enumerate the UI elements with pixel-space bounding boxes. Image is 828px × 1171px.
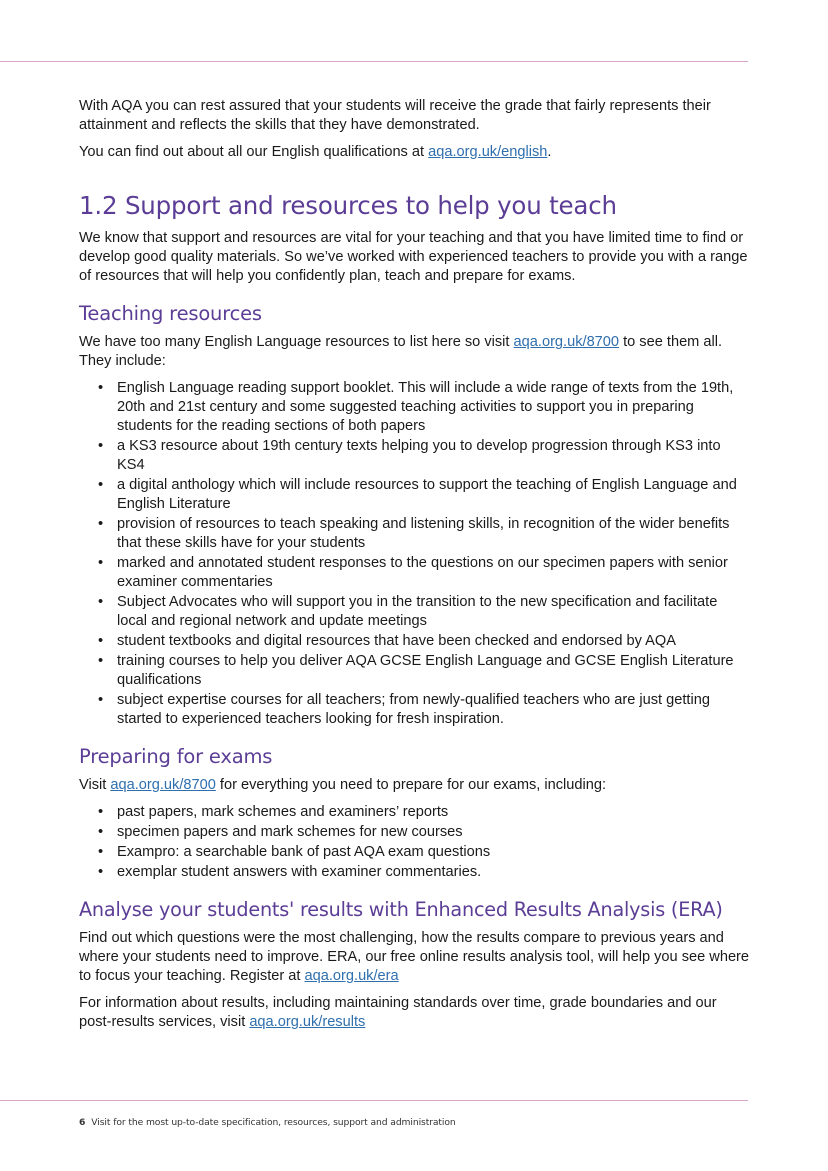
footer-text: Visit for the most up-to-date specification, resources, support and administration <box>91 1117 456 1128</box>
list-item: • exemplar student answers with examiner commentaries. <box>98 864 482 880</box>
list-item: • a digital anthology which will include resources to support the teaching of English Language and English Literature <box>98 477 737 512</box>
list-item: • English Language reading support booklet. This will include a wide range of texts from the 19th, 20th and 21st century and some suggested teaching activities to support you in preparing students for the reading sections of both papers <box>98 380 734 434</box>
teaching-resources-heading: Teaching resources <box>79 302 262 325</box>
list-item: • Exampro: a searchable bank of past AQA exam questions <box>98 844 491 860</box>
bullet-icon: • <box>98 477 104 493</box>
list-item: • past papers, mark schemes and examiners’ reports <box>98 804 449 820</box>
preparing-for-exams-heading: Preparing for exams <box>79 745 273 768</box>
bullet-icon: • <box>98 633 104 649</box>
bullet-icon: • <box>98 438 104 454</box>
bullet-icon: • <box>98 804 104 820</box>
intro-paragraph: With AQA you can rest assured that your students will receive the grade that fairly represents their attainment and reflects the skills that they have demonstrated. <box>79 98 711 133</box>
list-item: • subject expertise courses for all teachers; from newly-qualified teachers who are just getting started to experienced teachers looking for fresh inspiration. <box>98 692 710 727</box>
bullet-icon: • <box>98 653 104 669</box>
section-title: 1.2 Support and resources to help you teach <box>79 191 617 220</box>
bullet-icon: • <box>98 692 104 708</box>
english-qualifications-link[interactable]: aqa.org.uk/english <box>428 144 548 160</box>
teaching-resources-list <box>79 379 751 729</box>
teaching-resources-link[interactable]: aqa.org.uk/8700 <box>513 334 620 350</box>
top-rule <box>0 61 748 62</box>
bullet-icon: • <box>98 555 104 571</box>
preparing-for-exams-intro: Visit aqa.org.uk/8700 for everything you need to prepare for our exams, including: <box>79 777 607 793</box>
era-link[interactable]: aqa.org.uk/era <box>304 968 399 984</box>
exams-link[interactable]: aqa.org.uk/8700 <box>110 777 216 793</box>
list-item: • Subject Advocates who will support you in the transition to the new specification and facilitate local and regional network and update meetings <box>98 594 718 629</box>
section-body: We know that support and resources are vital for your teaching and that you have limited time to find or develop good quality materials. So we’ve worked with experienced teachers to provide you with a range of resources that will help you confidently plan, teach and prepare for exams. <box>79 230 748 284</box>
bullet-icon: • <box>98 844 104 860</box>
results-link[interactable]: aqa.org.uk/results <box>249 1014 366 1030</box>
teaching-resources-intro: We have too many English Language resources to list here so visit aqa.org.uk/8700 to see them all. They include: <box>79 334 723 369</box>
bullet-icon: • <box>98 594 104 610</box>
era-paragraph: Find out which questions were the most challenging, how the results compare to previous years and where your students need to improve. ERA, our free online results analysis tool, will help you see where to focus your teaching. Register at aqa.org.uk/era <box>79 930 750 984</box>
list-item: • marked and annotated student responses to the questions on our specimen papers with senior examiner commentaries <box>98 555 728 590</box>
bullet-icon: • <box>98 516 104 532</box>
exams-list <box>79 803 751 882</box>
page-number: 6 <box>79 1117 86 1128</box>
list-item: • a KS3 resource about 19th century texts helping you to develop progression through KS3 into KS4 <box>98 438 721 473</box>
intro-paragraph-english-link: You can find out about all our English qualifications at aqa.org.uk/english. <box>79 144 552 160</box>
page-content <box>79 97 751 1040</box>
list-item: • specimen papers and mark schemes for new courses <box>98 824 463 840</box>
list-item: • student textbooks and digital resources that have been checked and endorsed by AQA <box>98 633 676 649</box>
era-heading: Analyse your students' results with Enhanced Results Analysis (ERA) <box>79 898 723 921</box>
bullet-icon: • <box>98 864 104 880</box>
list-item: • provision of resources to teach speaking and listening skills, in recognition of the wider benefits that these skills have for your students <box>98 516 730 551</box>
bullet-icon: • <box>98 824 104 840</box>
list-item: • training courses to help you deliver AQA GCSE English Language and GCSE English Literature qualifications <box>98 653 734 688</box>
bottom-rule <box>0 1100 748 1101</box>
page-footer <box>79 1117 456 1128</box>
results-paragraph: For information about results, including maintaining standards over time, grade boundaries and our post-results services, visit aqa.org.uk/results <box>79 995 717 1030</box>
bullet-icon: • <box>98 380 104 396</box>
